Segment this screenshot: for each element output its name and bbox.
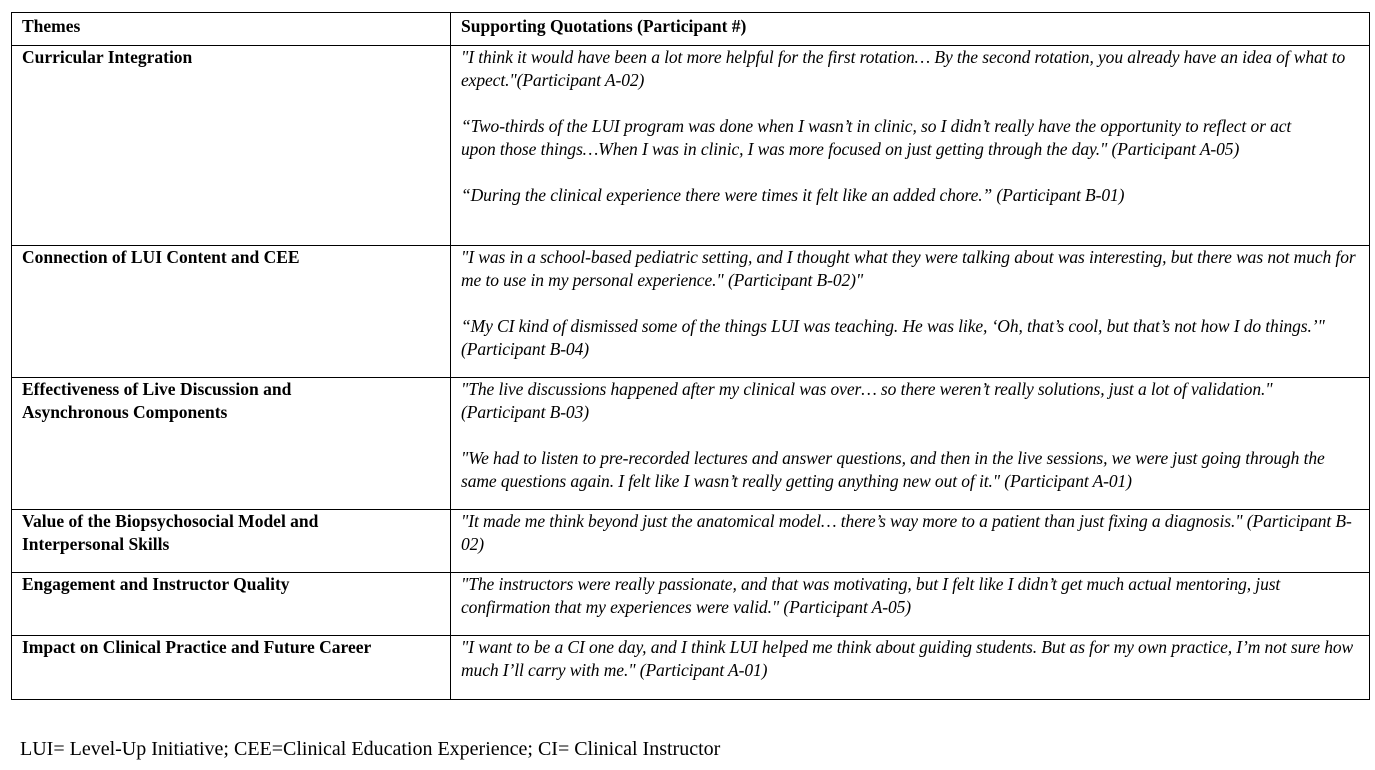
table-row [12, 573, 1370, 636]
quotes-cell [451, 246, 1370, 378]
quotes-cell [451, 510, 1370, 573]
quote: "The instructors were really passionate, and that was motivating, but I felt like I didn’t get much actual mentoring, just confirmation that my experiences were valid." (Participant A-05) [461, 574, 1281, 617]
quote: "We had to listen to pre-recorded lectures and answer questions, and then in the live sessions, we were just going through the same questions again. I felt like I wasn’t really getting anything new out of it." (Participant A-01) [461, 448, 1325, 491]
quotes-cell [451, 378, 1370, 510]
quote: "I was in a school-based pediatric setting, and I thought what they were talking about was interesting, but there was not much for me to use in my personal experience." (Participant B-02)" [461, 247, 1356, 290]
table-footnote: LUI= Level-Up Initiative; CEE=Clinical Education Experience; CI= Clinical Instructor [20, 738, 721, 760]
table-row [12, 46, 1370, 246]
quote: “Two-thirds of the LUI program was done when I wasn’t in clinic, so I didn’t really have the opportunity to reflect or act upon those things…When I was in clinic, I was more focused on just getting through the day." (Participant A-05) [461, 116, 1292, 159]
header-supporting-quotations: Supporting Quotations (Participant #) [451, 13, 1370, 46]
theme-cell: Curricular Integration [12, 46, 451, 246]
quote: "It made me think beyond just the anatomical model… there’s way more to a patient than just fixing a diagnosis." (Participant B-02) [461, 511, 1352, 554]
quote: "I want to be a CI one day, and I think LUI helped me think about guiding students. But as for my own practice, I’m not sure how much I’ll carry with me." (Participant A-01) [461, 637, 1354, 680]
theme-cell: Impact on Clinical Practice and Future Career [12, 636, 451, 700]
table-row [12, 378, 1370, 510]
themes-table [11, 12, 1370, 700]
quote: “During the clinical experience there were times it felt like an added chore.” (Participant B-01) [461, 185, 1125, 205]
theme-cell: Connection of LUI Content and CEE [12, 246, 451, 378]
theme-cell: Value of the Biopsychosocial Model and Interpersonal Skills [12, 510, 451, 573]
table-row [12, 510, 1370, 573]
quote: "I think it would have been a lot more helpful for the first rotation… By the second rotation, you already have an idea of what to expect."(Participant A-02) [461, 47, 1346, 90]
table-header-row [12, 13, 1370, 46]
quotes-cell [451, 46, 1370, 246]
quote: "The live discussions happened after my clinical was over… so there weren’t really solutions, just a lot of validation." (Participant B-03) [461, 379, 1273, 422]
theme-cell: Engagement and Instructor Quality [12, 573, 451, 636]
quotes-cell [451, 636, 1370, 700]
header-themes: Themes [12, 13, 451, 46]
table-row [12, 636, 1370, 700]
quotes-cell [451, 573, 1370, 636]
quote: “My CI kind of dismissed some of the things LUI was teaching. He was like, ‘Oh, that’s cool, but that’s not how I do things.’" (Participant B-04) [461, 316, 1325, 359]
theme-cell: Effectiveness of Live Discussion and Asynchronous Components [12, 378, 451, 510]
table-row [12, 246, 1370, 378]
